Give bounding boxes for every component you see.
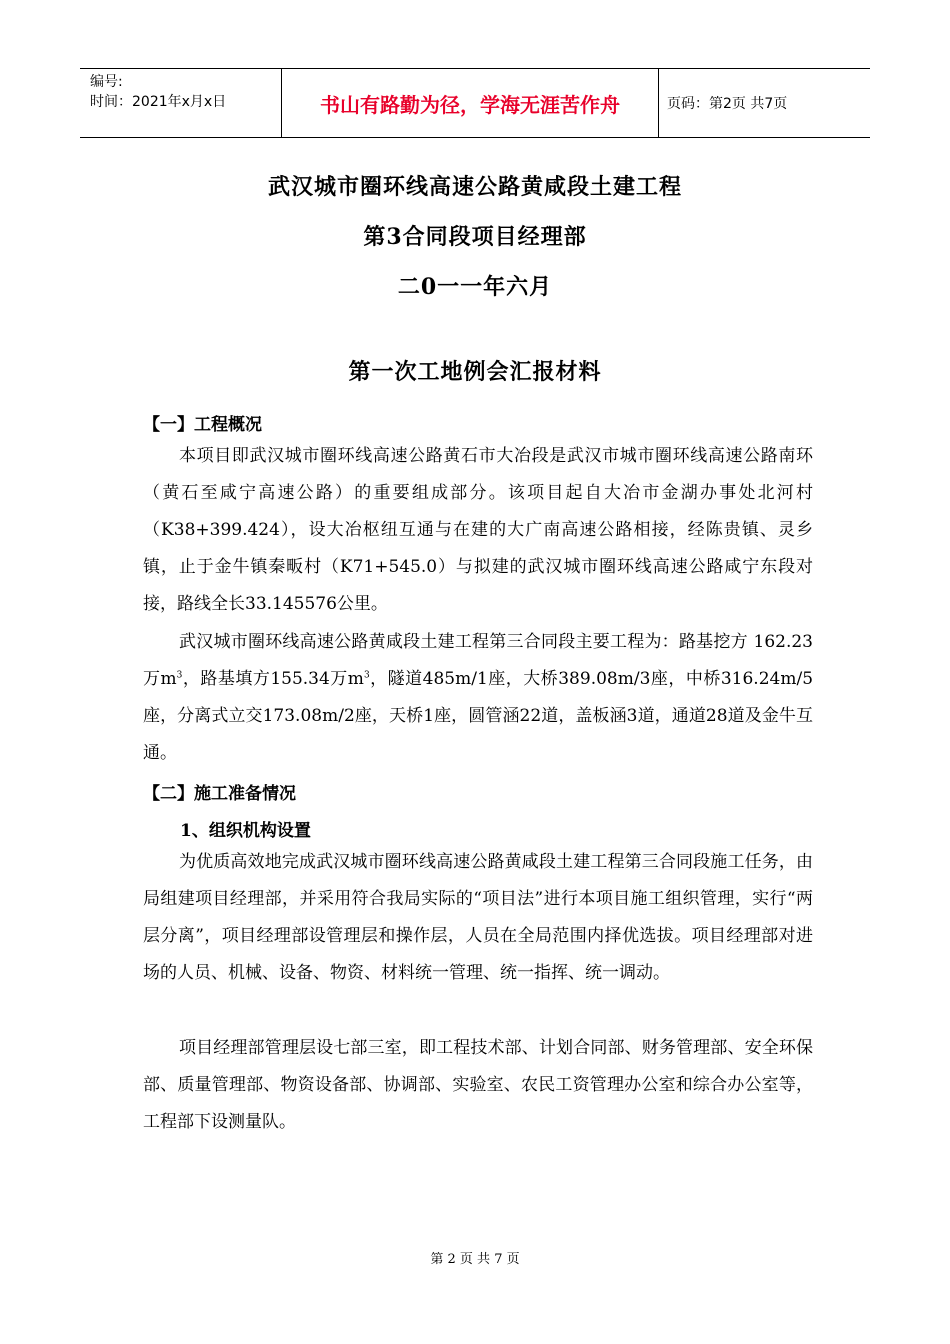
subsection-heading-organization: 1、组织机构设置 [180,821,311,841]
title-project: 武汉城市圈环线高速公路黄咸段土建工程 [267,174,682,200]
page-header [80,68,870,138]
number-label: 编号: [90,74,123,90]
page-footer: 第 2 页 共 7 页 [430,1252,520,1267]
paragraph-management: 项目经理部管理层设七部三室，即工程技术部、计划合同部、财务管理部、安全环保部、质量管理部、物资设备部、协调部、实验室、农民工资管理办公室和综合办公室等，工程部下设测量队。 [143,1038,813,1132]
header-meta [80,69,282,137]
paragraph-organization: 为优质高效地完成武汉城市圈环线高速公路黄咸段土建工程第三合同段施工任务，由局组建项目经理部，并采用符合我局实际的“项目法”进行本项目施工组织管理，实行“两层分离”，项目经理部设管理层和操作层，人员在全局范围内择优选拔。项目经理部对进场的人员、机械、设备、物资、材料统一管理、统一指挥、统一调动。 [143,852,813,983]
paragraph-scope [143,624,813,772]
scope-text-part3: ，隧道485m/1座，大桥389.08m/3座，中桥316.24m/5座，分离式立交173.08m/2座，天桥1座，圆管涵22道，盖板涵3道，通道28道及金牛互通。 [143,669,814,763]
section-heading-overview: 【一】工程概况 [143,415,262,435]
scope-text-part2: ，路基填方155.34万m [182,669,364,689]
title-date: 二0一一年六月 [397,274,553,300]
superscript-cubic: 3 [363,670,370,681]
title-report: 第一次工地例会汇报材料 [348,359,602,385]
scope-text-part1: 武汉城市圈环线高速公路黄咸段土建工程第三合同段主要工程为：路基挖方 162.23万m [143,632,813,689]
superscript-cubic: 3 [176,670,183,681]
title-department: 第3合同段项目经理部 [363,224,587,250]
header-page-info: 页码：第2页 共7页 [667,96,788,112]
paragraph-overview: 本项目即武汉城市圈环线高速公路黄石市大冶段是武汉市城市圈环线高速公路南环（黄石至咸宁高速公路）的重要组成部分。该项目起自大冶市金湖办事处北河村（K38+399.424），设大冶枢纽互通与在建的大广南高速公路相接，经陈贵镇、灵乡镇，止于金牛镇秦畈村（K71+545.0）与拟建的武汉城市圈环线高速公路咸宁东段对接，路线全长33.145576公里。 [143,446,813,614]
time-label: 时间：2021年x月x日 [90,94,227,110]
header-motto: 书山有路勤为径，学海无涯苦作舟 [282,69,659,137]
section-heading-preparation: 【二】施工准备情况 [143,784,296,804]
